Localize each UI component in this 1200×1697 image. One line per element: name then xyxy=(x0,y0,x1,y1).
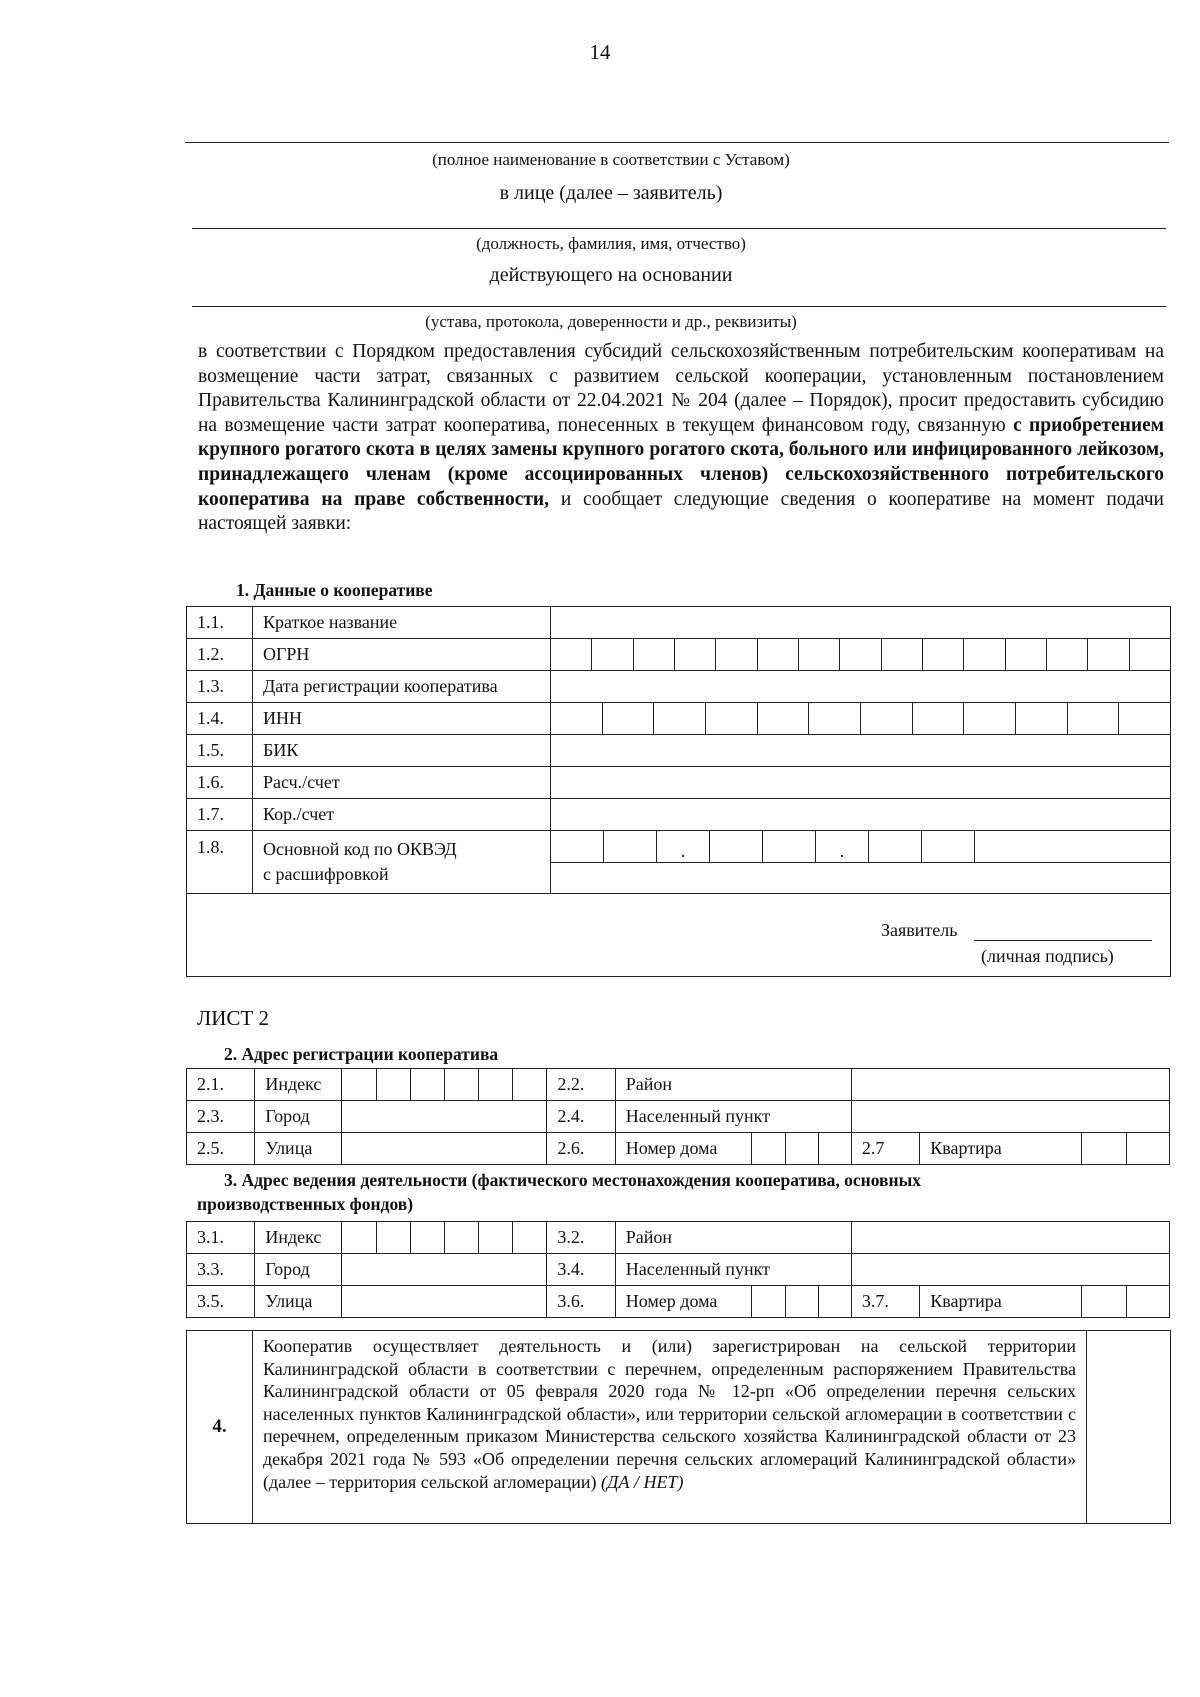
table-cell: Индекс xyxy=(255,1069,342,1101)
table-cell: Расч./счет xyxy=(253,767,551,799)
table-cell: 3.5. xyxy=(187,1286,255,1318)
short-name-field[interactable] xyxy=(551,607,1171,639)
table-cell: Индекс xyxy=(255,1222,342,1254)
index-digit[interactable] xyxy=(342,1222,376,1254)
section3-title-cont: производственных фондов) xyxy=(197,1194,414,1214)
caption-basis: (устава, протокола, доверенности и др., реквизиты) xyxy=(425,312,797,331)
page-number: 14 xyxy=(589,40,611,64)
settlement-account-field[interactable] xyxy=(551,767,1171,799)
table-row xyxy=(187,1286,1170,1318)
apartment-digit[interactable] xyxy=(1127,1286,1170,1318)
house-digit[interactable] xyxy=(752,1133,785,1165)
index-digit[interactable] xyxy=(410,1222,444,1254)
table-cell: Дата регистрации кооператива xyxy=(253,671,551,703)
table-cell xyxy=(187,894,1171,977)
table-cell: 1.1. xyxy=(187,607,253,639)
table-row xyxy=(187,1101,1170,1133)
table-row xyxy=(187,767,1171,799)
table-row xyxy=(187,1069,1170,1101)
table-cell: 2.1. xyxy=(187,1069,255,1101)
house-digit[interactable] xyxy=(785,1133,818,1165)
rural-territory-table xyxy=(186,1330,1171,1524)
apartment-digit[interactable] xyxy=(1127,1133,1170,1165)
district-field[interactable] xyxy=(851,1069,1169,1101)
table-cell: 2.7 xyxy=(851,1133,919,1165)
city-field[interactable] xyxy=(342,1254,547,1286)
index-digit[interactable] xyxy=(513,1222,547,1254)
in-person-label: в лице (далее – заявитель) xyxy=(499,182,723,204)
sheet-2-heading: ЛИСТ 2 xyxy=(197,1006,269,1030)
table-row xyxy=(187,799,1171,831)
city-field[interactable] xyxy=(342,1101,547,1133)
table-cell: Квартира xyxy=(920,1286,1082,1318)
okved-dot: . xyxy=(816,831,869,862)
request-bold-text: с приобретением крупного рогатого скота в целях замены крупного рогатого скота, больного или инфицированного лейкозом, принадлежащего членам (кроме ассоциированных членов) сельскохозяйственного потребительского кооператива на праве собственности, xyxy=(198,414,1165,510)
table-cell: Город xyxy=(255,1254,342,1286)
caption-fullname: (полное наименование в соответствии с Уставом) xyxy=(432,150,790,169)
table-cell: 1.8. xyxy=(187,831,253,894)
acting-basis-label: действующего на основании xyxy=(489,264,733,286)
table-row xyxy=(187,1331,1171,1524)
table-row xyxy=(187,607,1171,639)
table-cell: 2.6. xyxy=(547,1133,615,1165)
registration-address-table xyxy=(186,1068,1170,1165)
table-cell: Улица xyxy=(255,1286,342,1318)
table-cell: Кор./счет xyxy=(253,799,551,831)
table-cell: Район xyxy=(615,1069,851,1101)
bik-field[interactable] xyxy=(551,735,1171,767)
signature-caption: (личная подпись) xyxy=(981,946,1114,966)
table-cell: Краткое название xyxy=(253,607,551,639)
table-cell: 3.6. xyxy=(547,1286,615,1318)
table-cell: 1.2. xyxy=(187,639,253,671)
section3-title: 3. Адрес ведения деятельности (фактического местонахождения кооператива, основных xyxy=(224,1170,922,1190)
street-field[interactable] xyxy=(342,1286,547,1318)
table-row xyxy=(187,1222,1170,1254)
house-digit[interactable] xyxy=(818,1286,851,1318)
section2-title: 2. Адрес регистрации кооператива xyxy=(224,1044,499,1064)
settlement-field[interactable] xyxy=(851,1254,1169,1286)
ogrn-field[interactable] xyxy=(551,639,1171,671)
index-digit[interactable] xyxy=(342,1069,376,1101)
table-row xyxy=(187,735,1171,767)
table-row xyxy=(187,1254,1170,1286)
table-cell: Номер дома xyxy=(615,1133,752,1165)
apartment-digit[interactable] xyxy=(1081,1286,1127,1318)
table-cell: Населенный пункт xyxy=(615,1101,851,1133)
request-paragraph: в соответствии с Порядком предоставления субсидий сельскохозяйственным потребительским кооперативам на возмещение части затрат, связанных с развитием сельской кооперации, установленным постановлением Правительства Калининградской области от 22.04.2021 № 204 (далее – Порядок), просит предоставить субсидию на возмещение части затрат кооператива, понесенных в текущем финансовом году, связанную с приобретением крупного рогатого скота в целях замены крупного рогатого скота, больного или инфицированного лейкозом, принадлежащего членам (кроме ассоциированных членов) сельскохозяйственного потребительского кооператива на праве собственности, и сообщает следующие сведения о кооперативе на момент подачи настоящей заявки: xyxy=(198,341,1165,535)
table-cell: Улица xyxy=(255,1133,342,1165)
table-cell: 2.3. xyxy=(187,1101,255,1133)
table-cell: 1.6. xyxy=(187,767,253,799)
table-cell: 2.4. xyxy=(547,1101,615,1133)
registration-date-field[interactable] xyxy=(551,671,1171,703)
basis-line[interactable] xyxy=(192,306,1166,307)
table-cell: 2.5. xyxy=(187,1133,255,1165)
table-row xyxy=(187,671,1171,703)
house-digit[interactable] xyxy=(785,1286,818,1318)
index-digit[interactable] xyxy=(479,1222,513,1254)
table-cell: 2.2. xyxy=(547,1069,615,1101)
activity-address-table xyxy=(186,1221,1170,1318)
table-cell: Основной код по ОКВЭД с расшифровкой xyxy=(253,831,551,894)
signature-row xyxy=(187,894,1171,977)
table-cell: ОГРН xyxy=(253,639,551,671)
table-cell: 3.3. xyxy=(187,1254,255,1286)
index-digit[interactable] xyxy=(513,1069,547,1101)
table-cell: Номер дома xyxy=(615,1286,752,1318)
signature-line[interactable] xyxy=(974,940,1152,941)
table-cell: 1.4. xyxy=(187,703,253,735)
street-field[interactable] xyxy=(342,1133,547,1165)
table-row xyxy=(187,639,1171,671)
correspondent-account-field[interactable] xyxy=(551,799,1171,831)
table-cell: Город xyxy=(255,1101,342,1133)
table-cell: 3.4. xyxy=(547,1254,615,1286)
caption-position: (должность, фамилия, имя, отчество) xyxy=(476,234,746,253)
inn-field[interactable] xyxy=(551,703,1171,735)
table-cell: 1.5. xyxy=(187,735,253,767)
yes-no-choice: (ДА / НЕТ) xyxy=(601,1471,684,1492)
table-row xyxy=(187,703,1171,735)
section4-number: 4. xyxy=(187,1331,253,1524)
index-digit[interactable] xyxy=(376,1222,410,1254)
table-cell: 3.2. xyxy=(547,1222,615,1254)
index-digit[interactable] xyxy=(444,1069,478,1101)
table-cell: БИК xyxy=(253,735,551,767)
section4-text: Кооператив осуществляет деятельность и (или) зарегистрирован на сельской территории Калининградской области в соответствии с перечнем, определенным распоряжением Правительства Калининградской области от 05 февраля 2020 года № 12-рп «Об определении перечня сельских населенных пунктов Калининградской области», или территории сельской агломерации в соответствии с перечнем, определенным приказом Министерства сельского хозяйства Калининградской области от 23 декабря 2021 года № 593 «Об определении перечня сельских агломераций Калининградской области» (далее – территория сельской агломерации) (ДА / НЕТ) xyxy=(253,1331,1087,1524)
index-digit[interactable] xyxy=(410,1069,444,1101)
index-digit[interactable] xyxy=(376,1069,410,1101)
cooperative-data-table xyxy=(186,606,1171,977)
table-cell: ИНН xyxy=(253,703,551,735)
house-digit[interactable] xyxy=(752,1286,785,1318)
table-cell: 1.3. xyxy=(187,671,253,703)
section1-title: 1. Данные о кооперативе xyxy=(236,580,433,600)
okved-dot: . xyxy=(657,831,710,862)
table-cell: Квартира xyxy=(920,1133,1082,1165)
index-digit[interactable] xyxy=(479,1069,513,1101)
table-cell: Населенный пункт xyxy=(615,1254,851,1286)
table-cell: Район xyxy=(615,1222,851,1254)
apartment-digit[interactable] xyxy=(1081,1133,1127,1165)
fullname-line[interactable] xyxy=(185,142,1169,143)
house-digit[interactable] xyxy=(818,1133,851,1165)
yes-no-field[interactable] xyxy=(1087,1331,1171,1524)
table-row xyxy=(187,1133,1170,1165)
settlement-field[interactable] xyxy=(851,1101,1169,1133)
table-row xyxy=(187,831,1171,894)
index-digit[interactable] xyxy=(444,1222,478,1254)
okved-field[interactable] xyxy=(551,831,1171,894)
district-field[interactable] xyxy=(851,1222,1169,1254)
position-line[interactable] xyxy=(192,228,1166,229)
table-cell: 1.7. xyxy=(187,799,253,831)
table-cell: 3.7. xyxy=(851,1286,919,1318)
signature-label: Заявитель xyxy=(881,920,958,940)
table-cell: 3.1. xyxy=(187,1222,255,1254)
